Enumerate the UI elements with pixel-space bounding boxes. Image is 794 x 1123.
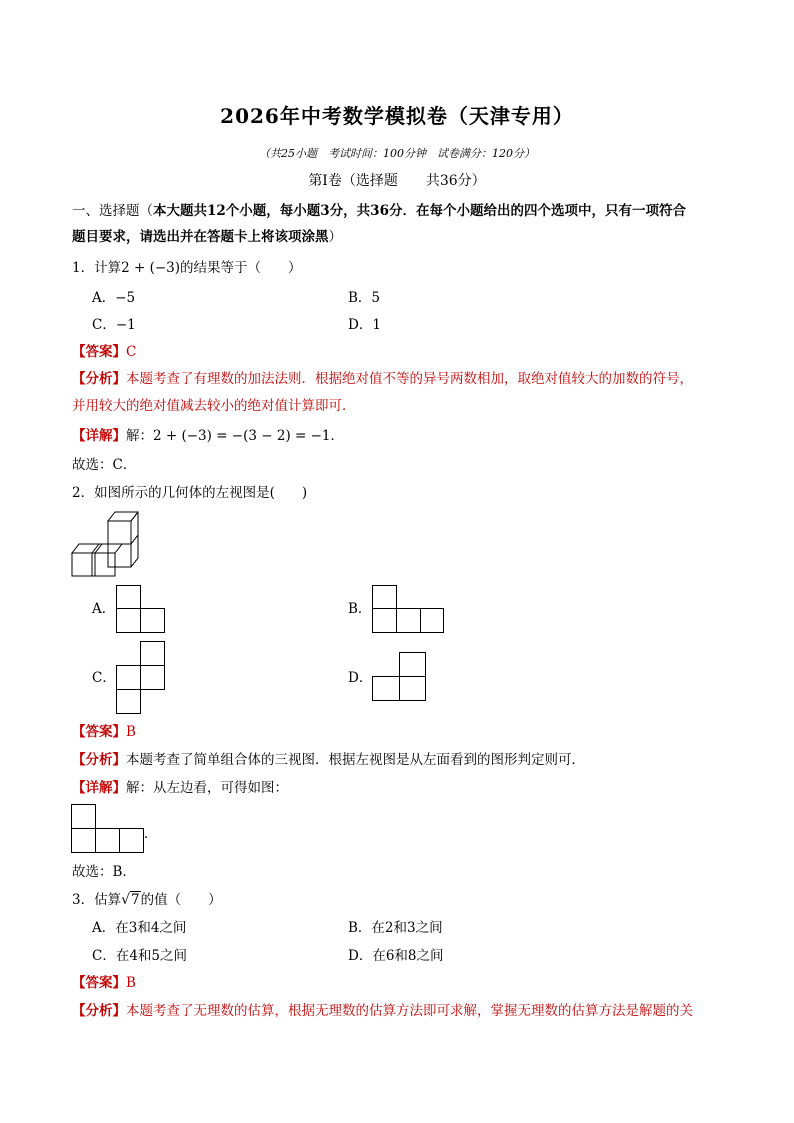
q2-answer — [72, 724, 136, 740]
q1-option-a: A．−5 — [92, 290, 136, 306]
part1-bold-text: 本大题共12个小题，每小题3分，共36分．在每个小题给出的四个选项中，只有一项符合 — [153, 203, 686, 219]
detail-text: 解：从左边看，可得如图： — [126, 780, 288, 796]
part1-suffix: ） — [328, 229, 342, 245]
detail-text: 解：2 + (−3) = −(3 − 2) = −1． — [126, 428, 345, 444]
q3-stem — [72, 892, 222, 908]
q2-detail-period: ． — [144, 826, 158, 842]
q1-detail — [72, 428, 344, 444]
q2-detail-figure — [71, 804, 147, 854]
analysis-text: 本题考查了简单组合体的三视图．根据左视图是从左面看到的图形判定则可． — [126, 752, 585, 768]
q1-option-b: B．5 — [348, 290, 381, 306]
q2-option-c-figure — [116, 641, 166, 714]
q2-option-c-label: C． — [92, 670, 116, 686]
q2-option-b-figure — [372, 585, 445, 633]
q1-option-c: C．−1 — [92, 317, 136, 333]
q2-option-a-figure — [116, 585, 166, 633]
analysis-text: 本题考查了有理数的加法法则．根据绝对值不等的异号两数相加，取绝对值较大的加数的符号， — [126, 371, 693, 387]
part1-instructions-line1 — [72, 203, 686, 219]
answer-value: C — [126, 344, 137, 360]
q3-option-a: A．在3和4之间 — [92, 920, 187, 936]
part1-prefix: 一、选择题（ — [72, 203, 153, 219]
q3-analysis — [72, 1003, 724, 1019]
detail-tag: 【详解】 — [72, 780, 126, 796]
q2-analysis — [72, 752, 585, 768]
q3-stem-prefix: 3．估算 — [72, 892, 122, 908]
analysis-tag: 【分析】 — [72, 752, 126, 768]
q2-stem: 2．如图所示的几何体的左视图是( ) — [72, 485, 308, 501]
part1-bold-text-2: 题目要求，请选出并在答题卡上将该项涂黑 — [72, 229, 329, 245]
sqrt-radicand: 7 — [131, 892, 140, 908]
analysis-tag: 【分析】 — [72, 371, 126, 387]
section-heading: 第Ⅰ卷（选择题 共36分） — [308, 173, 486, 189]
analysis-tag: 【分析】 — [72, 1003, 126, 1019]
q1-analysis-line1 — [72, 371, 693, 387]
answer-value: B — [126, 975, 136, 991]
answer-value: B — [126, 724, 136, 740]
q2-solid-figure — [70, 508, 142, 580]
answer-tag: 【答案】 — [72, 724, 126, 740]
q2-option-a-label: A． — [92, 601, 116, 617]
q2-conclusion: 故选：B． — [72, 864, 136, 880]
q2-detail — [72, 780, 288, 796]
q2-option-d-label: D． — [348, 670, 373, 686]
paper-subtitle: （共25小题 考试时间：100分钟 试卷满分：120分） — [259, 147, 535, 160]
q1-analysis-line2: 并用较大的绝对值减去较小的绝对值计算即可． — [72, 398, 356, 414]
q2-option-d-figure — [372, 652, 427, 702]
q1-conclusion: 故选：C． — [72, 457, 137, 473]
answer-tag: 【答案】 — [72, 975, 126, 991]
q3-option-d: D．在6和8之间 — [348, 948, 444, 964]
q3-answer — [72, 975, 136, 991]
sqrt-symbol: √ — [121, 892, 131, 908]
q3-stem-suffix: 的值（ ） — [140, 892, 222, 908]
q2-option-b-label: B． — [348, 601, 372, 617]
paper-title: 2026年中考数学模拟卷（天津专用） — [220, 104, 574, 128]
detail-tag: 【详解】 — [72, 428, 126, 444]
q3-option-b: B．在2和3之间 — [348, 920, 443, 936]
part1-instructions-line2 — [72, 229, 342, 245]
q1-option-d: D．1 — [348, 317, 381, 333]
q1-stem: 1．计算2 + (−3)的结果等于（ ） — [72, 260, 302, 276]
q3-option-c: C．在4和5之间 — [92, 948, 188, 964]
q1-answer — [72, 344, 136, 360]
answer-tag: 【答案】 — [72, 344, 126, 360]
analysis-text: 本题考查了无理数的估算，根据无理数的估算方法即可求解，掌握无理数的估算方法是解题的关 — [126, 1003, 693, 1019]
